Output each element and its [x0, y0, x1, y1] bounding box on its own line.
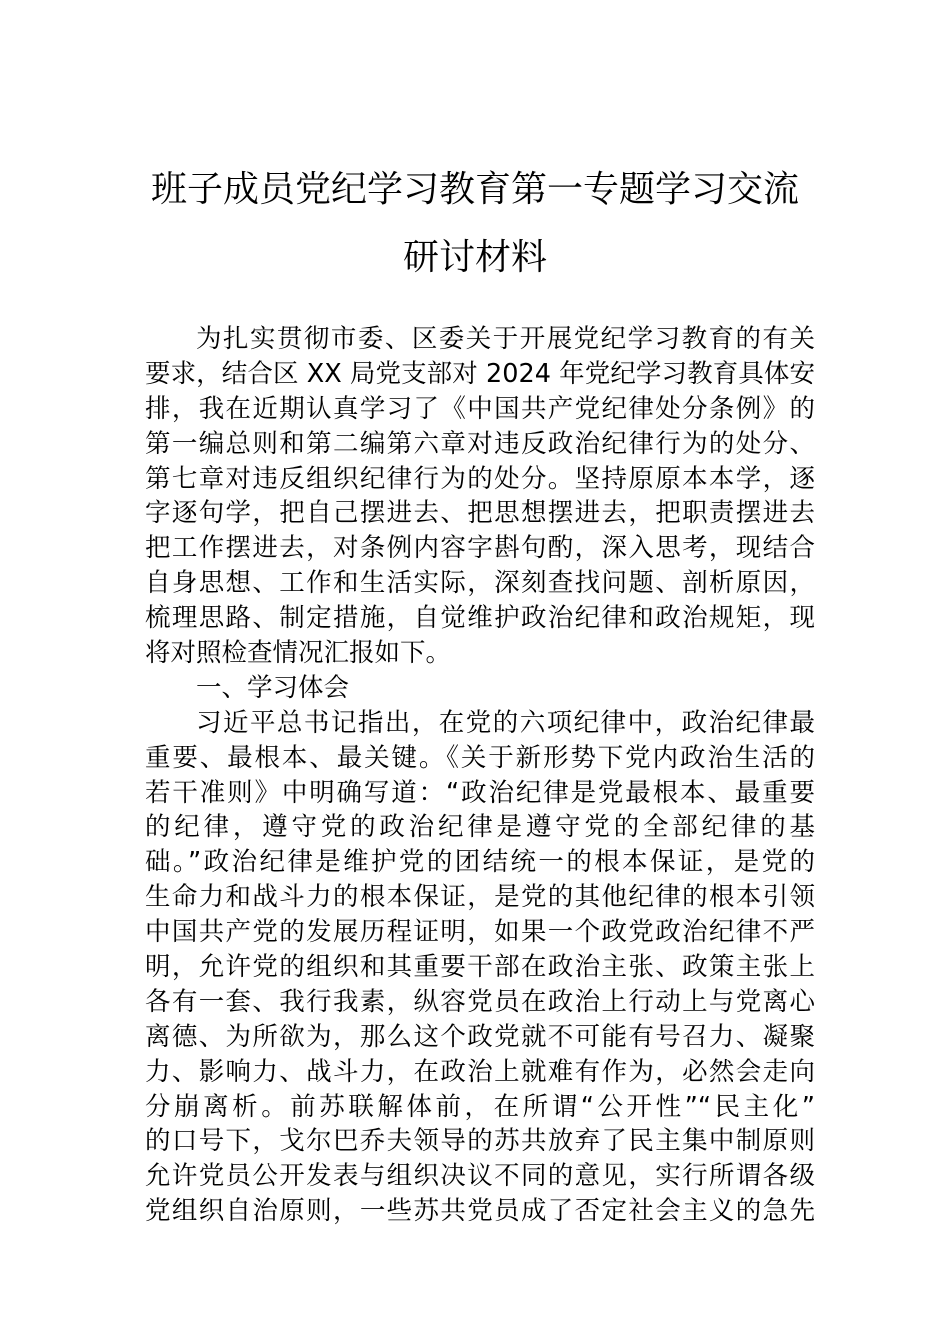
paragraph-line: 各有一套、我行我素，纵容党员在政治上行动上与党离心: [145, 986, 815, 1017]
paragraph-line: 梳理思路、制定措施，自觉维护政治纪律和政治规矩，现: [145, 603, 815, 634]
document-body: [145, 322, 815, 1229]
document-title-line-1: 班子成员党纪学习教育第一专题学习交流: [150, 169, 799, 210]
paragraph-line: 若干准则》中明确写道：“政治纪律是党最根本、最重要: [145, 777, 815, 808]
paragraph-line: 为扎实贯彻市委、区委关于开展党纪学习教育的有关: [196, 324, 815, 354]
section-heading: 一、学习体会: [196, 672, 350, 703]
paragraph-line: 第一编总则和第二编第六章对违反政治纪律行为的处分、: [145, 428, 815, 459]
paragraph-line: 党组织自治原则，一些苏共党员成了否定社会主义的急先: [145, 1196, 815, 1227]
paragraph-line: 将对照检查情况汇报如下。: [145, 638, 452, 669]
paragraph-line: 础。”政治纪律是维护党的团结统一的根本保证，是党的: [145, 847, 815, 878]
paragraph-line: 的口号下，戈尔巴乔夫领导的苏共放弃了民主集中制原则: [145, 1126, 815, 1157]
paragraph-line: 第七章对违反组织纪律行为的处分。坚持原原本本学，逐: [145, 463, 815, 494]
paragraph-line: 力、影响力、战斗力，在政治上就难有作为，必然会走向: [145, 1056, 815, 1087]
paragraph-line: 分崩离析。前苏联解体前，在所谓“公开性”“民主化”: [145, 1091, 815, 1122]
paragraph-line: 排，我在近期认真学习了《中国共产党纪律处分条例》的: [145, 393, 815, 424]
paragraph-line: 字逐句学，把自己摆进去、把思想摆进去，把职责摆进去: [145, 498, 815, 529]
paragraph-line: 自身思想、工作和生活实际，深刻查找问题、剖析原因，: [145, 568, 815, 599]
paragraph-line: 习近平总书记指出，在党的六项纪律中，政治纪律最: [196, 707, 815, 738]
document-title-line-2: 研讨材料: [402, 237, 547, 278]
paragraph-line: 重要、最根本、最关键。《关于新形势下党内政治生活的: [145, 742, 815, 773]
paragraph-line: 允许党员公开发表与组织决议不同的意见，实行所谓各级: [145, 1161, 815, 1192]
paragraph-line: 中国共产党的发展历程证明，如果一个政党政治纪律不严: [145, 917, 815, 948]
paragraph-line: 离德、为所欲为，那么这个政党就不可能有号召力、凝聚: [145, 1021, 815, 1052]
paragraph-line: 要求，结合区 XX 局党支部对 2024 年党纪学习教育具体安: [145, 358, 815, 389]
paragraph-line: 明，允许党的组织和其重要干部在政治主张、政策主张上: [145, 952, 815, 983]
paragraph-line: 把工作摆进去，对条例内容字斟句酌，深入思考，现结合: [145, 533, 815, 564]
paragraph-line: 生命力和战斗力的根本保证，是党的其他纪律的根本引领: [145, 882, 815, 913]
paragraph-line: 的纪律，遵守党的政治纪律是遵守党的全部纪律的基: [145, 812, 815, 843]
